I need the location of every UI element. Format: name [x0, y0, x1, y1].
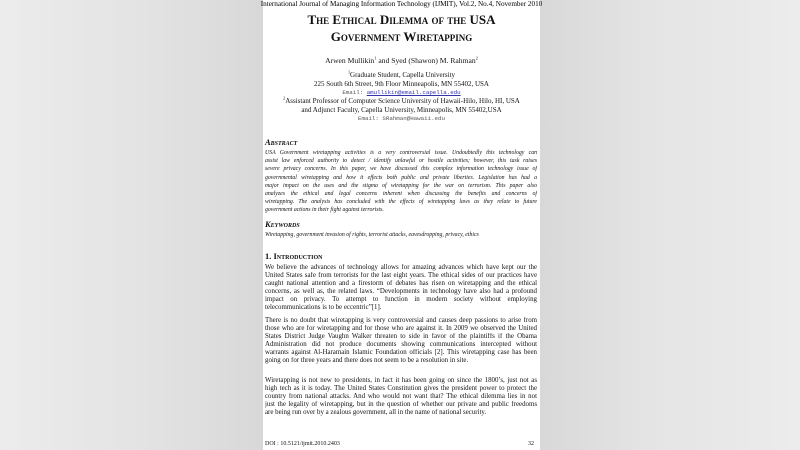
text-line: analyzes the ethical and legal concerns inherent when discussing the benefits and concerns of [265, 190, 537, 197]
text-line: high tech as it is today. The United States Constitution gives the president power to protect the [265, 385, 537, 393]
text-line: those who are for wiretapping and for those who are against it. In 2009 we observed the United [265, 325, 537, 333]
author-2: and Syed (Shawon) M. Rahman [376, 56, 476, 65]
text-line: governmental wiretapping and how it effects both public and private liberties. Legislation has had a [265, 174, 537, 181]
affiliation-1 [263, 71, 540, 80]
email-2: Email: SRahman@Hawaii.edu [358, 115, 445, 122]
author-1: Arwen Mullikin [325, 56, 375, 65]
author-2-sup: 2 [475, 55, 478, 61]
text-line: assist law enforced authority to detect / identify unlawful or hostile activities; however, this task raises [265, 158, 537, 165]
text-line: concerns, as well as, the related laws. “Developments in technology have also had a profound [265, 288, 537, 296]
text-line: There is no doubt that wiretapping is very controversial and causes deep passions to arise from [265, 317, 537, 324]
background-left [0, 0, 263, 450]
email-label: Email: [342, 89, 367, 96]
text-line: caught national attention and a firestorm of debates has risen on wiretapping and the ethical [265, 280, 537, 288]
email-1-link[interactable]: amullikin@email.capella.edu [366, 89, 461, 96]
email-1 [263, 89, 540, 97]
intro-paragraph-2 [265, 317, 537, 366]
affiliation-1-address: 225 South 6th Street, 9th Floor Minneapolis, MN 55402, USA [313, 80, 489, 88]
text-line: warrants against Al-Haramain Islamic Foundation officials [2]. This wiretapping case has been [265, 349, 537, 357]
text-line: severe privacy concerns. In this paper, we have discussed this complex information technology issue of [265, 166, 537, 173]
text-line: Wiretapping is not new to presidents, in fact it has been going on since the 1800’s, just not as [265, 377, 537, 384]
intro-paragraph-3 [265, 377, 537, 417]
background-right [540, 0, 800, 450]
intro-paragraph-1 [265, 264, 537, 313]
authors [263, 56, 540, 66]
aff1-sup: 1 [347, 69, 351, 75]
abstract-heading: Abstract [265, 137, 298, 147]
affiliation-2 [263, 97, 540, 106]
page-number: 32 [528, 441, 534, 447]
text-line: are being run over by a zealous government, all in the name of national security. [265, 409, 487, 417]
journal-header: International Journal of Managing Information Technology (IJMIT), Vol.2, No.4, November 2010 [260, 0, 543, 8]
doi: DOI : 10.5121/ijmit.2010.2403 [265, 441, 340, 447]
aff2-sup: 2 [283, 95, 286, 101]
keywords-text: Wiretapping, government invasion of rights, terrorist attacks, eavesdropping, privacy, ethics [265, 232, 479, 238]
aff2-text: Assistant Professor of Computer Science University of Hawaii-Hilo, Hilo, HI, USA [285, 97, 520, 105]
text-line: We believe the advances of technology allows for amazing advances which have kept our the [265, 264, 537, 271]
text-line: wiretapping. The analysis has concluded with the effects of wiretapping laws as they relate to future [265, 199, 537, 206]
text-line: major impact on the uses and the stigma of wiretapping for the war on terrorism. This paper also [265, 182, 537, 189]
aff1-text: Graduate Student, Capella University [350, 71, 456, 79]
text-line: Administration did not produce documents showing communications intercepted without [265, 341, 537, 349]
text-line: States District Judge Vaughn Walker threaten to side in favor of the plaintiffs if the Obama [265, 333, 537, 341]
text-line: USA Government wiretapping activities is a very controversial issue. Undoubtedly this technology can [265, 150, 537, 156]
document-page [260, 0, 543, 450]
paper-title-line-1: The Ethical Dilemma of the USA [307, 12, 496, 27]
text-line: government actions in their fight against terrorists. [265, 207, 384, 214]
paper-title-line-2: Government Wiretapping [330, 29, 473, 44]
affiliation-2-line-2: and Adjunct Faculty, Capella University, Minneapolis, MN 55402,USA [301, 106, 502, 114]
text-line: going on for three years and there does not seem to be a resolution in site. [265, 357, 469, 365]
text-line: impact on privacy. To attempt to function in modern society without employing [265, 296, 537, 304]
text-line: just the legality of wiretapping, but in the question of whether our private and public freedoms [265, 401, 537, 409]
author-1-sup: 1 [374, 55, 377, 61]
text-line: country from national attacks. And who would not want that? The ethical dilemma lies in not [265, 393, 537, 401]
abstract-body [265, 149, 537, 215]
text-line: telecommunications is to be eccentric”[1]. [265, 304, 382, 312]
keywords-heading: Keywords [265, 219, 300, 229]
section-heading-introduction: 1. Introduction [265, 251, 323, 261]
text-line: United States safe from terrorists for the last eight years. The ethical sides of our practices have [265, 272, 537, 280]
